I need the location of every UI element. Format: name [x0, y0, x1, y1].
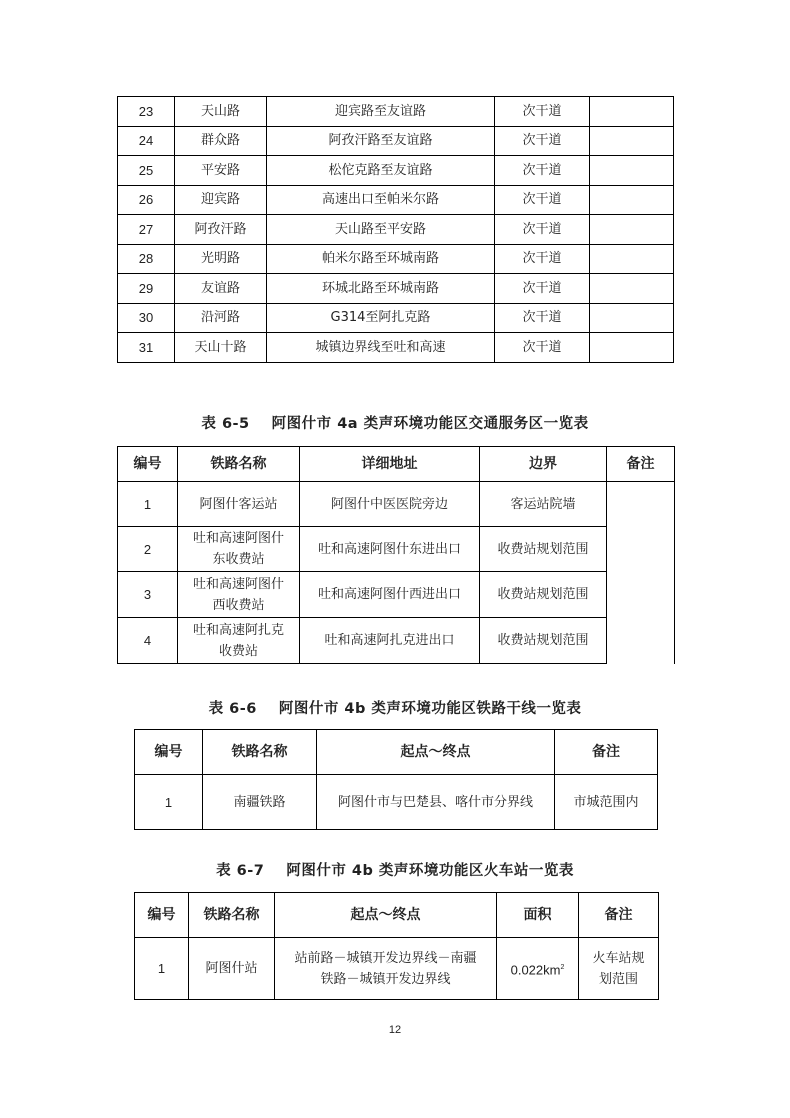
cell-range: 阿孜汗路至友谊路	[267, 126, 495, 156]
cell-note	[590, 185, 674, 215]
table-6-7-caption: 表 6-7 阿图什市 4b 类声环境功能区火车站一览表	[216, 863, 574, 879]
cell-note	[590, 97, 674, 127]
table-6-7-header-no: 编号	[135, 893, 189, 938]
cell-name: 群众路	[175, 126, 267, 156]
cell-name: 友谊路	[175, 274, 267, 304]
cell-name: 阿图什站	[189, 938, 275, 1000]
road-table	[117, 96, 674, 363]
cell-range: 阿图什市与巴楚县、喀什市分界线	[317, 775, 555, 830]
cell-grade: 次干道	[495, 303, 590, 333]
table-6-5-caption: 表 6-5 阿图什市 4a 类声环境功能区交通服务区一览表	[201, 416, 589, 432]
table-6-5-header-no: 编号	[118, 447, 178, 482]
cell-no: 27	[118, 215, 175, 245]
cell-grade: 次干道	[495, 185, 590, 215]
table-row	[118, 156, 674, 186]
cell-boundary: 收费站规划范围	[480, 572, 607, 618]
cell-grade: 次干道	[495, 333, 590, 363]
cell-name: 吐和高速阿扎克 收费站	[178, 618, 300, 664]
cell-no: 29	[118, 274, 175, 304]
cell-name: 吐和高速阿图什 东收费站	[178, 527, 300, 572]
cell-range: 高速出口至帕米尔路	[267, 185, 495, 215]
table-row	[118, 215, 674, 245]
table-row	[118, 274, 674, 304]
cell-no: 30	[118, 303, 175, 333]
cell-no: 23	[118, 97, 175, 127]
cell-boundary: 客运站院墙	[480, 482, 607, 527]
cell-note-merged	[607, 482, 675, 664]
cell-address: 吐和高速阿图什东进出口	[300, 527, 480, 572]
table-row	[118, 185, 674, 215]
table-row	[118, 482, 675, 527]
cell-note	[590, 303, 674, 333]
cell-range: 环城北路至环城南路	[267, 274, 495, 304]
cell-area: $0.022km^2$	[497, 938, 579, 1000]
cell-name: 南疆铁路	[203, 775, 317, 830]
page-number: 12	[388, 1024, 402, 1036]
cell-range: 站前路－城镇开发边界线－南疆 铁路－城镇开发边界线	[275, 938, 497, 1000]
cell-range: 帕米尔路至环城南路	[267, 244, 495, 274]
table-row	[118, 244, 674, 274]
cell-address: 阿图什中医医院旁边	[300, 482, 480, 527]
cell-no: 31	[118, 333, 175, 363]
table-6-7	[134, 892, 659, 1000]
cell-grade: 次干道	[495, 244, 590, 274]
table-6-6-header-name: 铁路名称	[203, 730, 317, 775]
cell-range: G314至阿扎克路	[267, 303, 495, 333]
cell-name: 沿河路	[175, 303, 267, 333]
cell-range: 松佗克路至友谊路	[267, 156, 495, 186]
cell-no: 2	[118, 527, 178, 572]
cell-note: 火车站规 划范围	[579, 938, 659, 1000]
cell-name: 天山十路	[175, 333, 267, 363]
cell-grade: 次干道	[495, 215, 590, 245]
table-6-5	[117, 446, 675, 664]
cell-no: 1	[135, 775, 203, 830]
cell-no: 24	[118, 126, 175, 156]
cell-name: 阿图什客运站	[178, 482, 300, 527]
table-6-5-header-name: 铁路名称	[178, 447, 300, 482]
cell-no: 25	[118, 156, 175, 186]
cell-grade: 次干道	[495, 156, 590, 186]
table-6-6	[134, 729, 658, 830]
table-6-5-header-note: 备注	[607, 447, 675, 482]
table-row	[118, 97, 674, 127]
table-row	[118, 618, 675, 664]
cell-name: 吐和高速阿图什 西收费站	[178, 572, 300, 618]
cell-no: 26	[118, 185, 175, 215]
table-6-6-header-no: 编号	[135, 730, 203, 775]
cell-grade: 次干道	[495, 126, 590, 156]
cell-boundary: 收费站规划范围	[480, 527, 607, 572]
cell-name: 阿孜汗路	[175, 215, 267, 245]
table-row	[118, 572, 675, 618]
cell-name: 平安路	[175, 156, 267, 186]
cell-address: 吐和高速阿扎克进出口	[300, 618, 480, 664]
cell-no: 28	[118, 244, 175, 274]
cell-boundary: 收费站规划范围	[480, 618, 607, 664]
cell-range: 天山路至平安路	[267, 215, 495, 245]
table-row	[135, 775, 658, 830]
cell-note	[590, 274, 674, 304]
cell-note	[590, 215, 674, 245]
cell-address: 吐和高速阿图什西进出口	[300, 572, 480, 618]
cell-note: 市城范围内	[555, 775, 658, 830]
table-6-7-header-note: 备注	[579, 893, 659, 938]
table-6-6-header-note: 备注	[555, 730, 658, 775]
table-6-7-header-range: 起点～终点	[275, 893, 497, 938]
table-6-6-caption: 表 6-6 阿图什市 4b 类声环境功能区铁路干线一览表	[208, 701, 582, 717]
cell-name: 光明路	[175, 244, 267, 274]
table-6-5-header-boundary: 边界	[480, 447, 607, 482]
cell-note	[590, 126, 674, 156]
table-row	[118, 333, 674, 363]
cell-no: 4	[118, 618, 178, 664]
cell-no: 1	[118, 482, 178, 527]
table-row	[118, 303, 674, 333]
cell-note	[590, 244, 674, 274]
table-6-7-header-name: 铁路名称	[189, 893, 275, 938]
cell-range: 迎宾路至友谊路	[267, 97, 495, 127]
table-6-6-header-range: 起点～终点	[317, 730, 555, 775]
cell-name: 迎宾路	[175, 185, 267, 215]
table-6-7-header-area: 面积	[497, 893, 579, 938]
cell-grade: 次干道	[495, 274, 590, 304]
table-6-5-header-address: 详细地址	[300, 447, 480, 482]
table-row	[118, 126, 674, 156]
cell-name: 天山路	[175, 97, 267, 127]
cell-no: 1	[135, 938, 189, 1000]
cell-note	[590, 333, 674, 363]
table-row	[118, 527, 675, 572]
table-row	[135, 938, 659, 1000]
cell-no: 3	[118, 572, 178, 618]
cell-note	[590, 156, 674, 186]
cell-range: 城镇边界线至吐和高速	[267, 333, 495, 363]
cell-grade: 次干道	[495, 97, 590, 127]
